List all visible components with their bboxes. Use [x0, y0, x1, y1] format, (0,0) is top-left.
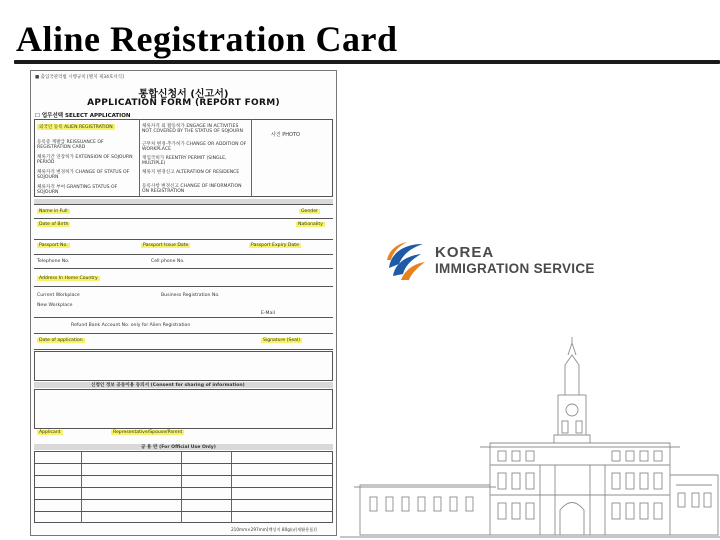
- korea-immigration-service-logo: [383, 238, 613, 284]
- form-footer-note: 210mm×297mm[백상지 80g/㎡(재활용품)]: [231, 527, 317, 532]
- row-line: [34, 487, 333, 488]
- row-line: [34, 239, 333, 240]
- options-divider: [139, 119, 140, 197]
- form-title-english: APPLICATION FORM (REPORT FORM): [87, 98, 280, 108]
- photo-divider: [251, 119, 252, 197]
- field-passport-issue: Passport Issue Date: [143, 243, 189, 248]
- consent-heading: 신청인 정보 공동이용 동의서 (Consent for sharing of information): [91, 383, 245, 388]
- consent-box: [34, 389, 333, 429]
- option-change-status: 체류자격 변경허가 CHANGE OF STATUS OF SOJOURN: [37, 170, 130, 180]
- option-engage-activities: 체류자격 외 활동허가 ENGAGE IN ACTIVITIES NOT COVERED BY THE STATUS OF SOJOURN: [142, 124, 243, 134]
- field-name-in-full: Name in Full: [39, 209, 68, 214]
- field-current-workplace: Current Workplace: [37, 293, 80, 298]
- field-signature: Signature (Seal): [263, 338, 301, 343]
- option-reentry-permit: 재입국허가 REENTRY PERMIT (SINGLE, MULTIPLE): [142, 156, 227, 166]
- logo-text: [435, 244, 595, 277]
- title-underline: [14, 60, 720, 64]
- field-date-of-application: Date of application: [39, 338, 83, 343]
- field-refund-account: Refund Bank Account No. only for Alien Registration: [71, 323, 191, 328]
- logo-line-korea: KOREA: [435, 244, 495, 261]
- row-line: [34, 463, 333, 464]
- application-form-scan: [30, 70, 337, 536]
- row-line: [34, 268, 333, 269]
- photo-label: 사진 PHOTO: [271, 132, 300, 138]
- field-applicant: Applicant: [39, 430, 61, 435]
- field-passport-no: Passport No.: [39, 243, 68, 248]
- option-change-information: 등록사항 변경신고 CHANGE OF INFORMATION ON REGISTRATION: [142, 184, 242, 194]
- row-line: [34, 218, 333, 219]
- row-line: [34, 333, 333, 334]
- option-granting-status: 체류자격 부여 GRANTING STATUS OF SOJOURN: [37, 185, 118, 195]
- row-line: [34, 317, 333, 318]
- field-passport-expiry: Passport Expiry Date: [251, 243, 299, 248]
- option-reissuance: 등록증 재발급 REISSUANCE OF REGISTRATION CARD: [37, 140, 104, 150]
- row-line: [34, 511, 333, 512]
- notice-box: [34, 351, 333, 381]
- field-cell-phone: Cell phone No.: [151, 259, 185, 264]
- field-address-home-country: Address In Home Country: [39, 276, 98, 281]
- field-gender: Gender: [301, 209, 318, 214]
- option-alteration-residence: 체류지 변경신고 ALTERATION OF RESIDENCE: [142, 170, 240, 175]
- immigration-emblem-icon: [383, 238, 429, 284]
- row-line: [34, 475, 333, 476]
- row-line: [34, 286, 333, 287]
- option-change-workplace: 근무처 변경·추가허가 CHANGE OR ADDITION OF WORKPLACE: [142, 142, 247, 152]
- field-nationality: Nationality: [298, 222, 323, 227]
- field-representative: Representative/Spouse/Parent: [113, 430, 183, 435]
- form-title-korean: 통합신청서 (신고서): [138, 89, 229, 100]
- field-date-of-birth: Date of Birth: [39, 222, 69, 227]
- field-telephone: Telephone No.: [37, 259, 70, 264]
- form-top-note: ■ 출입국관리법 시행규칙 [별지 제34호서식]: [35, 75, 124, 80]
- field-business-registration: Business Registration No.: [161, 293, 220, 298]
- row-line: [34, 254, 333, 255]
- city-hall-building-illustration: [340, 335, 720, 540]
- field-new-workplace: New Workplace: [37, 303, 73, 308]
- logo-line-immigration-service: IMMIGRATION SERVICE: [435, 261, 595, 276]
- slide-title: Aline Registration Card: [16, 19, 398, 59]
- official-use-heading: 공 용 란 (For Official Use Only): [141, 445, 216, 450]
- option-alien-registration: 외국인 등록 ALIEN REGISTRATION: [39, 125, 113, 130]
- row-line: [34, 499, 333, 500]
- option-extension: 체류기간 연장허가 EXTENSION OF SOJOURN PERIOD: [37, 155, 133, 165]
- select-application-heading: ☐ 업무선택 SELECT APPLICATION: [35, 113, 131, 119]
- row-line: [34, 349, 333, 350]
- row-line: [34, 204, 333, 205]
- field-email: E-Mail: [261, 311, 275, 316]
